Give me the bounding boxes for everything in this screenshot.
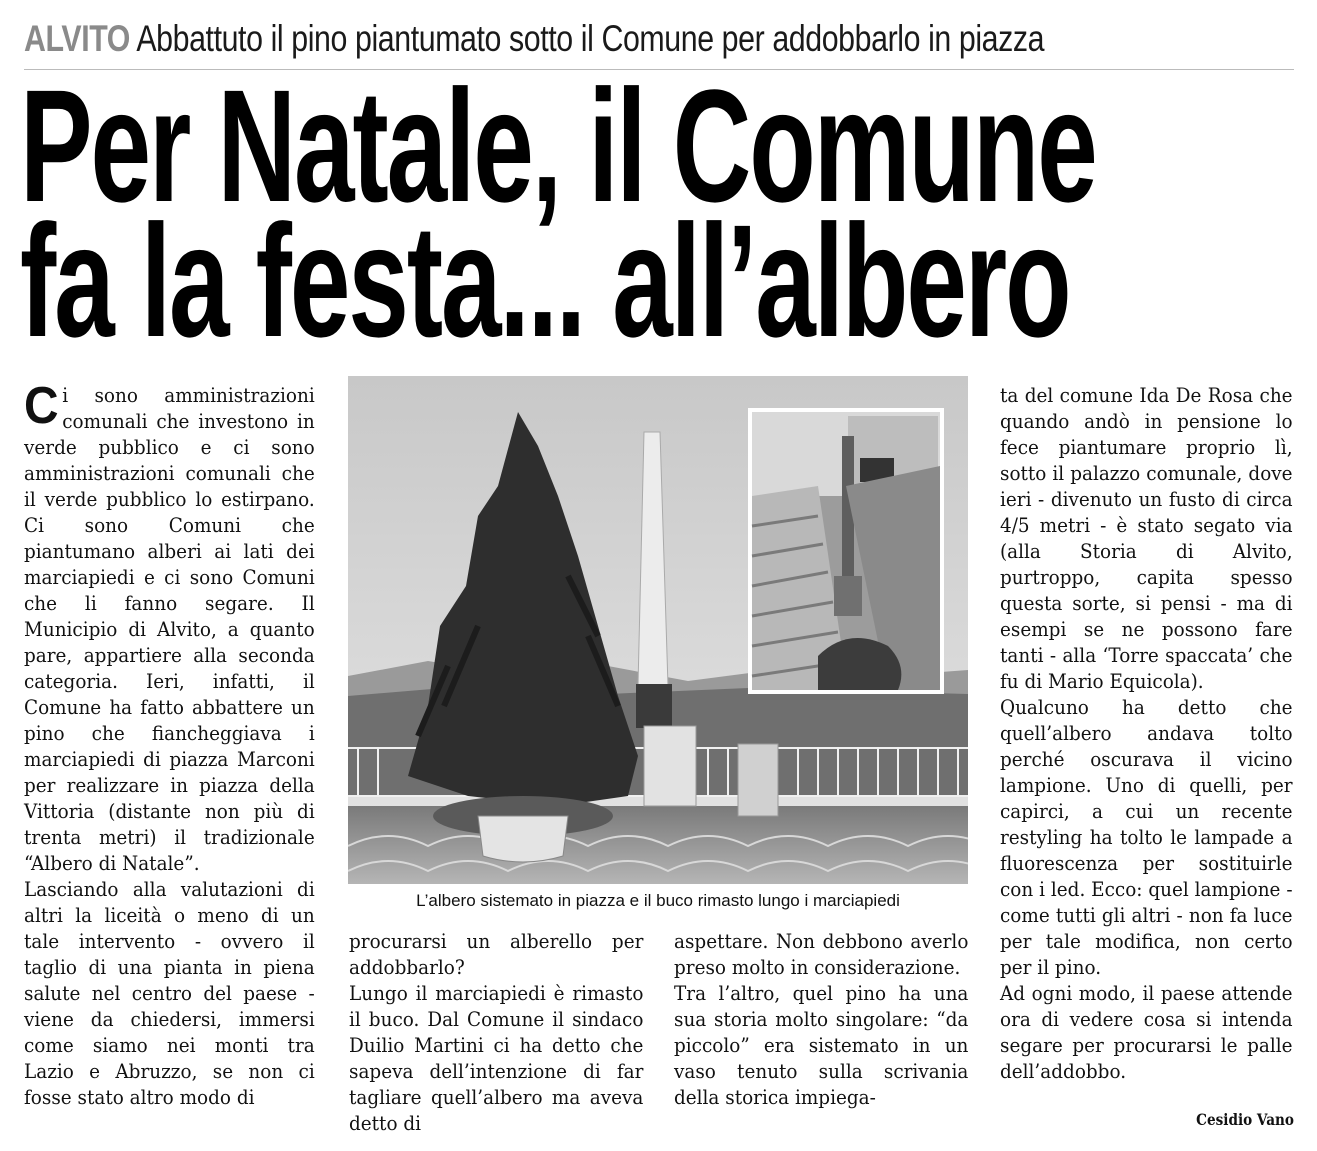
paragraph: Ci sono amministrazioni comunali che investono in verde pubblico e ci sono amministrazioni comunali che il verde pubblico lo estirpano. Ci sono Comuni che piantumano alberi ai lati dei marciapiedi e ci sono Comuni che li fanno segare. Il Municipio di Alvito, a quanto pare, appartiere alla seconda categoria. Ieri, infatti, il Comune ha fatto abbattere un pino che fiancheggiava i marciapiedi di piazza Marconi per realizzare in piazza della Vittoria (distante non più di trenta metri) il tradizionale “Albero di Natale”. [24, 377, 315, 875]
photo-caption: L’albero sistemato in piazza e il buco rimasto lungo i marciapiedi [416, 891, 900, 910]
article-column-4 [1000, 382, 1293, 1084]
paragraph: Ad ogni modo, il paese attende ora di vedere cosa si intenda segare per procurarsi le palle dell’addobbo. [1000, 981, 1293, 1083]
article-column-2 [349, 928, 643, 1136]
kicker-place: ALVITO [24, 18, 130, 59]
headline [20, 56, 1096, 370]
headline-line-2: fa la festa... all’albero [20, 191, 1070, 370]
paragraph: Lasciando alla valutazioni di altri la liceità o meno di un tale intervento - ovvero il taglio di una pianta in piena salute nel centro del paese - viene da chiedersi, immersi come siamo nei monti tra Lazio e Abruzzo, se non ci fosse stato altro modo di [24, 877, 315, 1109]
kicker-subtitle: Abbattuto il pino piantumato sotto il Comune per addobbarlo in piazza [136, 18, 1045, 59]
paragraph: aspettare. Non debbono averlo preso molto in considerazione. [674, 929, 969, 979]
headline-line-1: Per Natale, il Comune [20, 56, 1096, 235]
photo-illustration [348, 376, 968, 884]
article-column-1 [24, 377, 315, 1110]
article-photo [348, 376, 968, 884]
paragraph: Tra l’altro, quel pino ha una sua storia molto singolare: “da piccolo” era sistemato in un vaso tenuto sulla scrivania della storica impiega- [674, 981, 969, 1109]
paragraph: procurarsi un alberello per addobbarlo? [349, 929, 644, 979]
paragraph: Qualcuno ha detto che quell’albero andava tolto perché oscurava il vicino lampione. Uno di quelli, per capirci, a cui un recente restyling ha tolto le lampade a fluorescenza per sostituirle con i led. Ecco: quel lampione - come tutti gli altri - non fa luce per tale modifica, non certo per il pino. [1000, 695, 1293, 979]
drop-cap: C [24, 377, 59, 435]
paragraph: ta del comune Ida De Rosa che quando andò in pensione lo fece piantumare proprio lì, sotto il palazzo comunale, dove ieri - divenuto un fusto di circa 4/5 metri - è stato segato via (alla Storia di Alvito, purtroppo, capita spesso questa sorte, si pensi - ma di esempi se ne possono fare tanti - alla ‘Torre spaccata’ che fu di Mario Equicola). [1000, 383, 1293, 693]
byline: Cesidio Vano [1196, 1110, 1294, 1129]
article-column-3 [674, 928, 968, 1110]
paragraph: Lungo il marciapiedi è rimasto il buco. Dal Comune il sindaco Duilio Martini ci ha detto che sapeva dell’intenzione di far tagliare quell’albero ma aveva detto di [349, 981, 644, 1135]
